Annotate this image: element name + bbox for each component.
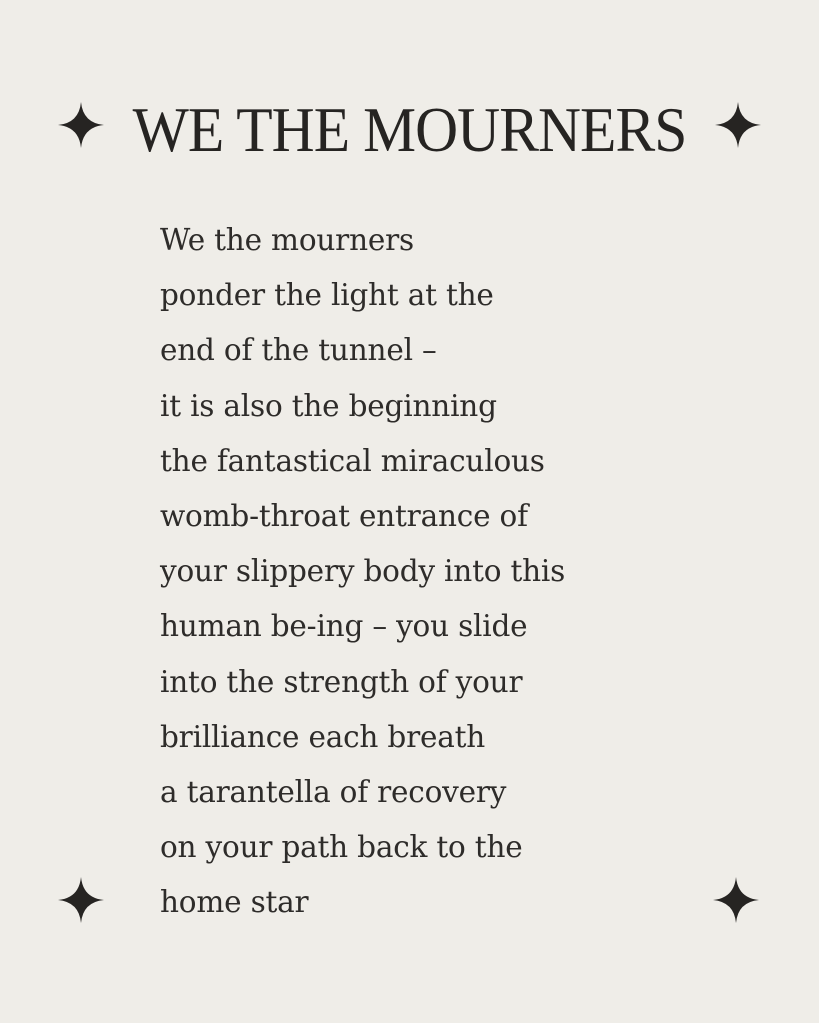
poem-line: the fantastical miraculous <box>160 443 545 478</box>
poem-line: your slippery body into this <box>160 554 566 589</box>
poem-line: ponder the light at the <box>160 278 494 313</box>
four-point-star-icon <box>713 100 763 150</box>
poem-line: into the strength of your <box>160 664 523 699</box>
poem-line: We the mourners <box>160 223 414 257</box>
poem-body <box>160 213 720 930</box>
poem-line: on your path back to the <box>160 830 523 865</box>
poem-title: WE THE MOURNERS <box>132 94 687 165</box>
poem-line: human be-ing – you slide <box>160 609 528 644</box>
poem-line: it is also the beginning <box>160 388 497 423</box>
poem-line: end of the tunnel – <box>160 333 437 368</box>
poem-line: womb-throat entrance of <box>160 498 528 533</box>
four-point-star-icon <box>56 875 106 925</box>
poem-line: brilliance each breath <box>160 719 486 754</box>
four-point-star-icon <box>56 100 106 150</box>
poem-line: home star <box>160 885 309 920</box>
poem-line: a tarantella of recovery <box>160 774 507 809</box>
